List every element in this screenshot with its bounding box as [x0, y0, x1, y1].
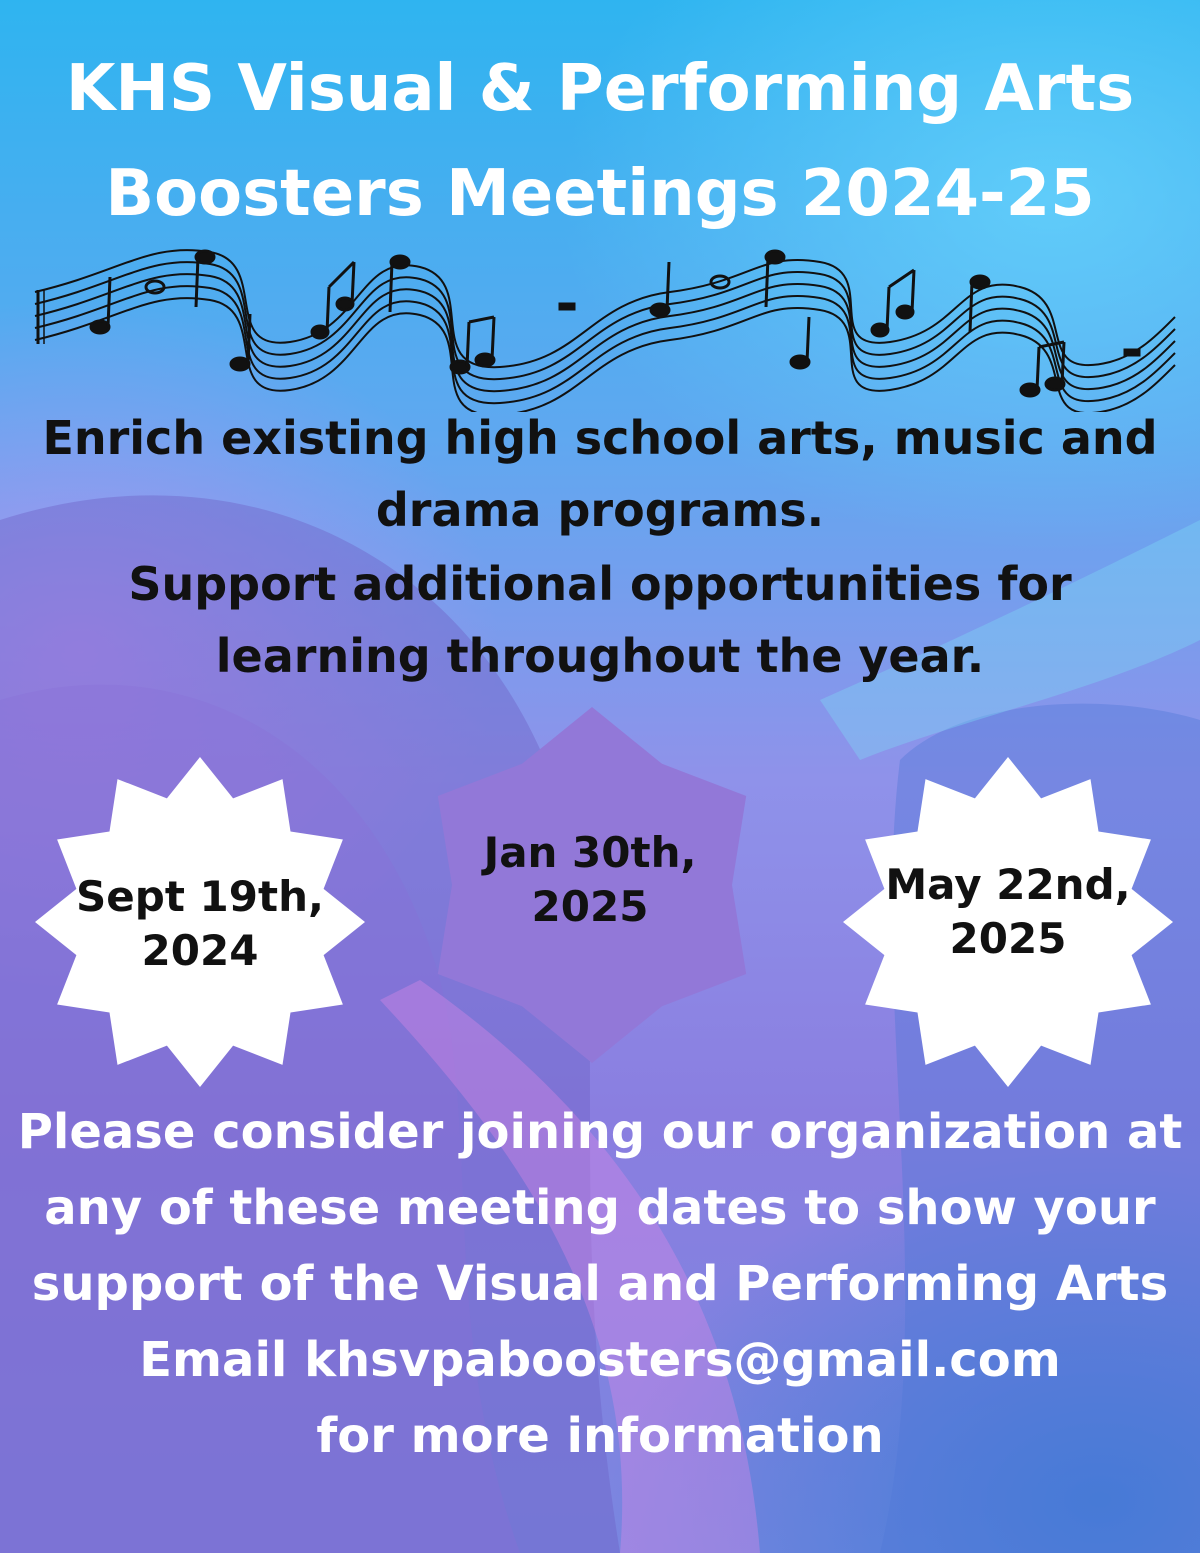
meeting-date-3-day: May 22nd,	[885, 860, 1131, 909]
footer-line-5: for more information	[316, 1408, 884, 1464]
mission-line-4: learning throughout the year.	[215, 629, 985, 683]
footer-line-1: Please consider joining our organization at	[17, 1104, 1183, 1160]
meeting-date-2-year: 2025	[531, 882, 649, 931]
mission-line-1: Enrich existing high school arts, music and	[42, 411, 1158, 465]
meeting-date-1	[50, 870, 350, 978]
page-title-line-2: Boosters Meetings 2024-25	[105, 157, 1095, 231]
footer-email-line: Email khsvpaboosters@gmail.com	[139, 1332, 1061, 1388]
mission-line-3: Support additional opportunities for	[128, 557, 1072, 611]
footer-line-3: support of the Visual and Performing Arts	[31, 1256, 1169, 1312]
meeting-date-1-year: 2024	[141, 926, 259, 975]
meeting-date-3-year: 2025	[949, 914, 1067, 963]
meeting-date-3	[858, 858, 1158, 966]
meeting-date-2-day: Jan 30th,	[483, 828, 697, 877]
meeting-date-2	[440, 826, 740, 934]
mission-line-2: drama programs.	[375, 483, 825, 537]
page-title-line-1: KHS Visual & Performing Arts	[65, 52, 1135, 126]
meeting-date-1-day: Sept 19th,	[76, 872, 324, 921]
footer-line-2: any of these meeting dates to show your	[44, 1180, 1156, 1236]
